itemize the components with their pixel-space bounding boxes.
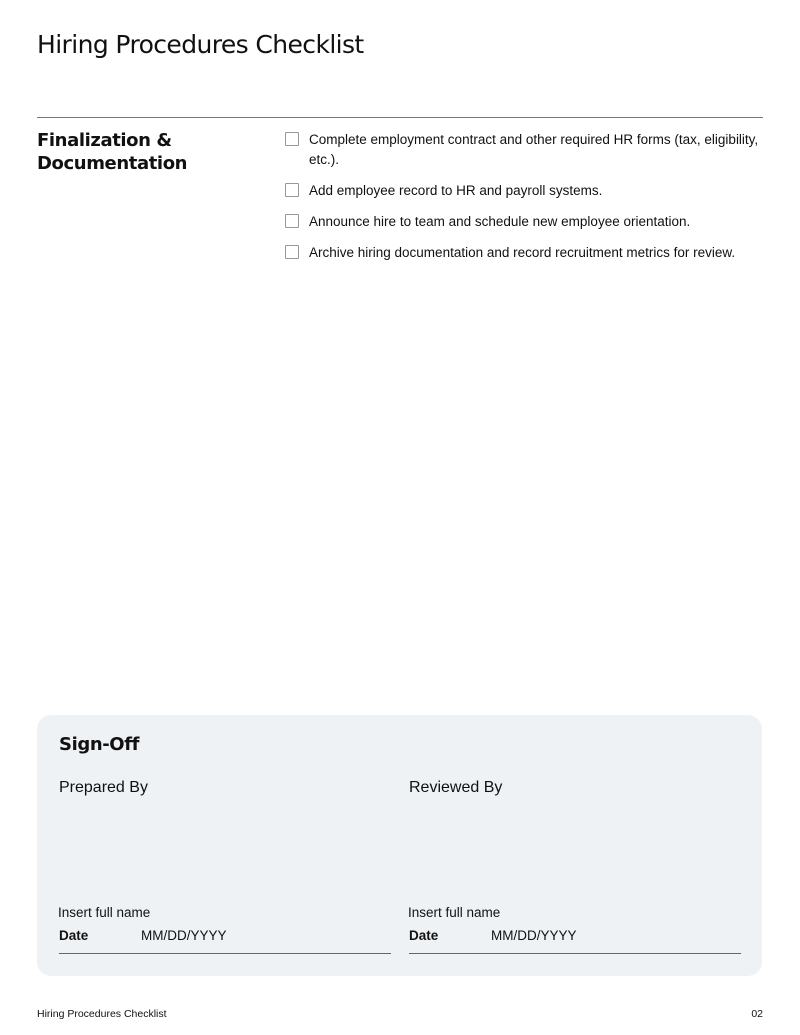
checklist-item-label: Archive hiring documentation and record recruitment metrics for review.: [309, 245, 736, 260]
signoff-title: Sign-Off: [59, 734, 140, 755]
page-title: Hiring Procedures Checklist: [37, 30, 364, 59]
checkbox[interactable]: [285, 214, 299, 228]
signature-line: [409, 953, 741, 954]
date-label: Date: [409, 928, 439, 943]
section-divider: [37, 117, 763, 118]
reviewed-by-label: Reviewed By: [409, 779, 503, 796]
checklist-item[interactable]: [285, 243, 760, 263]
checkbox[interactable]: [285, 245, 299, 259]
signature-line: [59, 953, 391, 954]
signoff-panel: [37, 715, 762, 976]
prepared-by-label: Prepared By: [59, 779, 148, 796]
prepared-by-date-row: [59, 928, 227, 943]
checklist: [285, 130, 760, 274]
prepared-by-block: [59, 779, 391, 954]
checklist-item-label: Complete employment contract and other required HR forms (tax, eligibility, etc.).: [309, 132, 759, 167]
checkbox[interactable]: [285, 183, 299, 197]
footer-title: Hiring Procedures Checklist: [37, 1008, 167, 1020]
checkbox[interactable]: [285, 132, 299, 146]
reviewed-by-block: [409, 779, 741, 954]
checklist-item-label: Add employee record to HR and payroll systems.: [309, 183, 603, 198]
section-title: Finalization & Documentation: [37, 130, 188, 174]
prepared-by-date-field[interactable]: MM/DD/YYYY: [141, 928, 227, 943]
checklist-item[interactable]: [285, 181, 760, 201]
reviewed-by-date-field[interactable]: MM/DD/YYYY: [491, 928, 577, 943]
page-number: 02: [751, 1008, 763, 1020]
checklist-item[interactable]: [285, 212, 760, 232]
checklist-item[interactable]: [285, 130, 760, 170]
reviewed-by-name-field[interactable]: Insert full name: [408, 905, 501, 920]
prepared-by-name-field[interactable]: Insert full name: [58, 905, 151, 920]
date-label: Date: [59, 928, 89, 943]
checklist-item-label: Announce hire to team and schedule new employee orientation.: [309, 214, 691, 229]
reviewed-by-date-row: [409, 928, 577, 943]
